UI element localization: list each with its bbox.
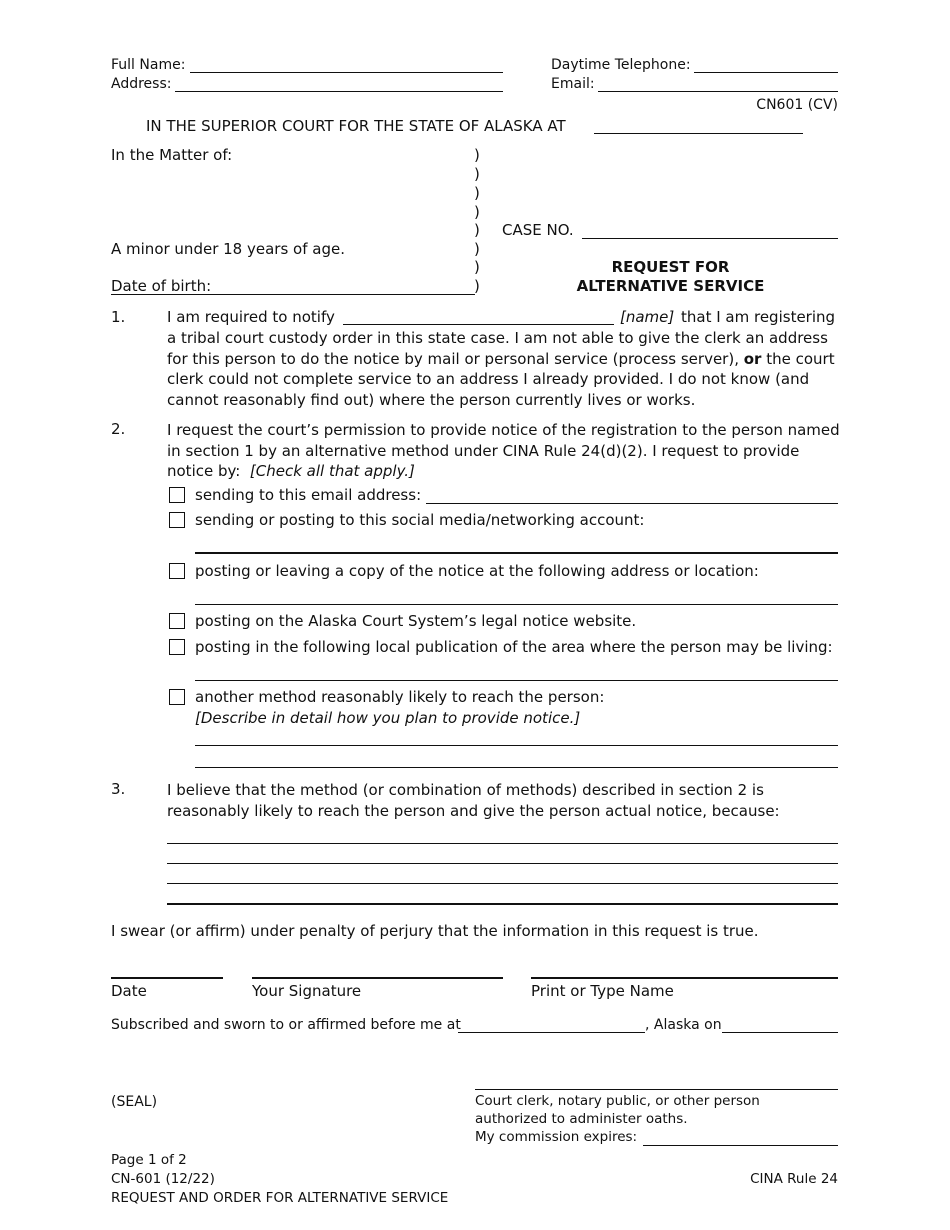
section-2-body: I request the court’s permission to provide notice of the registration to the person named in section 1 by an alternative method under CINA Rule 24(d)(2). I request to provide notice by: <box>167 421 840 480</box>
check-hint: [Check all that apply.] <box>249 462 415 480</box>
doc-title-line2: ALTERNATIVE SERVICE <box>576 277 765 295</box>
address-field[interactable] <box>175 91 503 92</box>
section-1-pre: I am required to notify <box>167 308 335 326</box>
alaska-on-text: , Alaska on <box>645 1017 722 1033</box>
form-code: CN601 (CV) <box>756 97 838 113</box>
address-label: Address: <box>111 76 172 92</box>
name-hint: [name] <box>620 308 675 326</box>
option-social-label: sending or posting to this social media/networking account: <box>195 511 645 529</box>
option-address-label: posting or leaving a copy of the notice at the following address or location: <box>195 562 759 580</box>
dob-label: Date of birth: <box>111 277 212 295</box>
section-1-body-a: a tribal court custody order in this state case. I am not able to give the clerk an address for this person to do the notice by mail or personal service (process server), <box>167 329 828 368</box>
address-location-checkbox[interactable] <box>169 563 185 579</box>
seal-label: (SEAL) <box>111 1094 158 1110</box>
option-other-label: another method reasonably likely to reach the person: <box>195 688 605 706</box>
phone-label: Daytime Telephone: <box>551 57 691 73</box>
print-name-line[interactable] <box>531 977 838 979</box>
section-3-number: 3. <box>111 780 126 798</box>
footer-form-number: CN-601 (12/22) <box>111 1171 215 1187</box>
section-3-text: I believe that the method (or combination of methods) described in section 2 is reasonably likely to reach the person and give the person actual notice, because: <box>167 781 780 820</box>
legal-notice-website-checkbox[interactable] <box>169 613 185 629</box>
clerk-label-line2: authorized to administer oaths. <box>475 1111 688 1127</box>
reason-line-4[interactable] <box>167 903 838 905</box>
section-2-text <box>167 420 847 482</box>
section-1-number: 1. <box>111 308 126 326</box>
oath-statement: I swear (or affirm) under penalty of perjury that the information in this request is true. <box>111 922 759 940</box>
signature-label: Your Signature <box>252 982 362 1000</box>
paren: ) <box>474 277 480 295</box>
signature-line[interactable] <box>252 977 503 979</box>
clerk-label-line1: Court clerk, notary public, or other person <box>475 1093 760 1109</box>
social-media-account-field[interactable] <box>195 552 838 554</box>
sworn-location-field[interactable] <box>458 1032 645 1033</box>
email-address-field[interactable] <box>426 503 838 504</box>
reason-line-1[interactable] <box>167 843 838 844</box>
option-publication-label: posting in the following local publication of the area where the person may be living: <box>195 638 833 656</box>
case-no-label: CASE NO. <box>502 221 574 239</box>
court-location-field[interactable] <box>594 133 803 134</box>
section-1-post: that I am registering <box>681 308 836 326</box>
section-1-or: or <box>743 349 762 368</box>
sworn-date-field[interactable] <box>722 1032 838 1033</box>
page-number: Page 1 of 2 <box>111 1152 187 1168</box>
social-media-checkbox[interactable] <box>169 512 185 528</box>
local-publication-checkbox[interactable] <box>169 639 185 655</box>
paren: ) <box>474 221 480 239</box>
section-2-number: 2. <box>111 420 126 438</box>
date-label: Date <box>111 982 147 1000</box>
paren: ) <box>474 146 480 164</box>
subscribed-text: Subscribed and sworn to or affirmed before me at <box>111 1017 461 1033</box>
minor-text: A minor under 18 years of age. <box>111 240 345 258</box>
other-method-checkbox[interactable] <box>169 689 185 705</box>
option-website-label: posting on the Alaska Court System’s legal notice website. <box>195 612 637 630</box>
email-field[interactable] <box>598 91 838 92</box>
commission-label: My commission expires: <box>475 1129 638 1145</box>
full-name-label: Full Name: <box>111 57 186 73</box>
case-no-field[interactable] <box>582 238 838 239</box>
footer-rule: CINA Rule 24 <box>750 1171 838 1187</box>
section-1-body <box>167 328 847 410</box>
date-signature-line[interactable] <box>111 977 223 979</box>
doc-title-line1: REQUEST FOR <box>611 258 730 276</box>
other-method-hint: [Describe in detail how you plan to provide notice.] <box>195 709 581 727</box>
clerk-signature-line[interactable] <box>475 1089 838 1090</box>
dob-field[interactable] <box>111 294 475 295</box>
paren: ) <box>474 184 480 202</box>
paren: ) <box>474 258 480 276</box>
section-1-body-b: the court clerk could not complete service to an address I already provided. I do not know (and cannot reasonably find out) where the person currently lives or works. <box>167 349 835 409</box>
court-title: IN THE SUPERIOR COURT FOR THE STATE OF ALASKA AT <box>146 117 566 135</box>
commission-expires-field[interactable] <box>643 1145 838 1146</box>
paren: ) <box>474 240 480 258</box>
address-location-field[interactable] <box>195 604 838 605</box>
reason-line-3[interactable] <box>167 883 838 884</box>
notify-name-field[interactable] <box>343 324 614 325</box>
matter-label: In the Matter of: <box>111 146 233 164</box>
paren: ) <box>474 203 480 221</box>
option-email-label: sending to this email address: <box>195 486 422 504</box>
reason-line-2[interactable] <box>167 863 838 864</box>
footer-form-title: REQUEST AND ORDER FOR ALTERNATIVE SERVICE <box>111 1190 449 1206</box>
other-method-line-2[interactable] <box>195 767 838 768</box>
full-name-field[interactable] <box>190 72 503 73</box>
paren: ) <box>474 165 480 183</box>
local-publication-field[interactable] <box>195 680 838 681</box>
email-checkbox[interactable] <box>169 487 185 503</box>
phone-field[interactable] <box>694 72 838 73</box>
email-label: Email: <box>551 76 595 92</box>
other-method-line-1[interactable] <box>195 745 838 746</box>
print-name-label: Print or Type Name <box>531 982 674 1000</box>
